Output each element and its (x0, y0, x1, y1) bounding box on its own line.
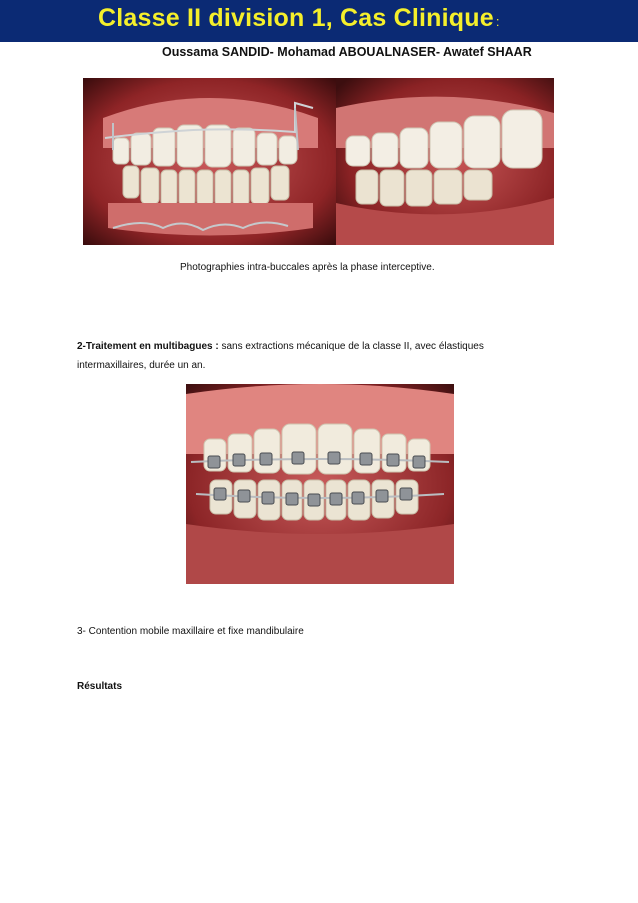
section-2-heading: 2-Traitement en multibagues : (77, 341, 219, 352)
section-2-text: sans extractions mécanique de la classe II, avec élastiques (218, 341, 484, 352)
section-2-text-line2: intermaxillaires, durée un an. (77, 360, 206, 371)
intraoral-photo-lateral (336, 78, 554, 245)
figure-caption: Photographies intra-buccales après la phase interceptive. (180, 262, 435, 273)
title-colon: : (495, 14, 500, 29)
results-heading: Résultats (77, 681, 123, 692)
page-title: Classe II division 1, Cas Clinique : (98, 4, 500, 32)
section-3-paragraph: 3- Contention mobile maxillaire et fixe mandibulaire (77, 626, 304, 637)
authors-line: Oussama SANDID- Mohamad ABOUALNASER- Awatef SHAAR (162, 45, 532, 59)
section-2-paragraph (77, 337, 484, 375)
braces-photo (186, 384, 454, 584)
intraoral-photo-appliance (83, 78, 336, 245)
header-banner (0, 0, 638, 42)
